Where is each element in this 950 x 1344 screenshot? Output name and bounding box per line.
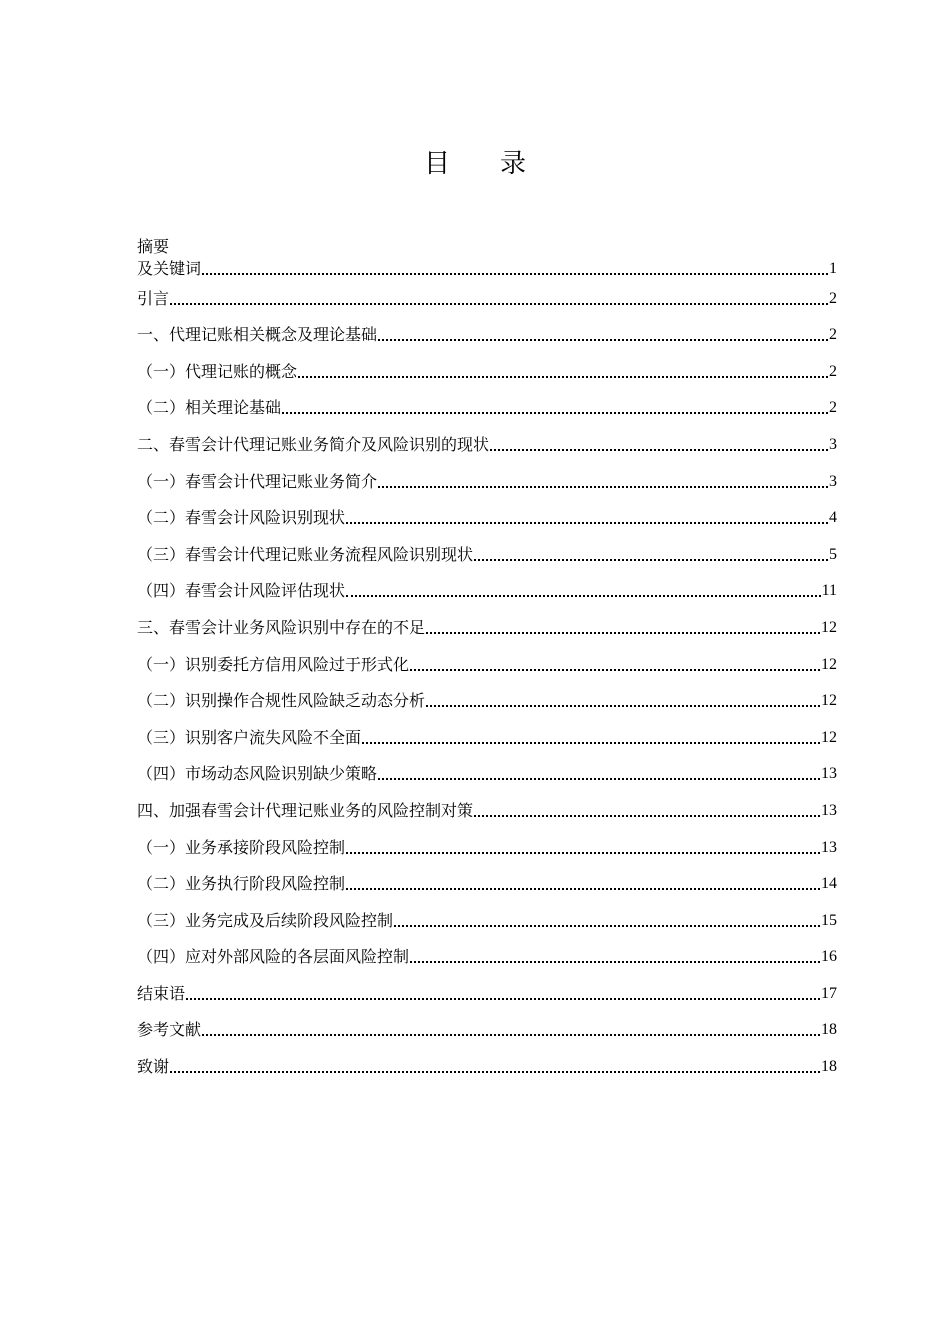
- toc-leader-dots: [410, 665, 820, 671]
- toc-leader-dots: [426, 701, 820, 707]
- toc-entry[interactable]: [137, 829, 837, 866]
- toc-entry-label: 致谢: [137, 1057, 170, 1077]
- toc-entry-page-number: 13: [821, 838, 837, 856]
- toc-entry[interactable]: [137, 866, 837, 903]
- toc-entry-page-number: 13: [821, 765, 837, 783]
- toc-entry-page-number: 2: [829, 399, 837, 417]
- toc-entry[interactable]: [137, 609, 837, 646]
- toc-entry[interactable]: [137, 500, 837, 537]
- toc-entry[interactable]: [137, 756, 837, 793]
- toc-leader-dots: [202, 269, 828, 275]
- toc-entry-page-number: 15: [821, 911, 837, 929]
- toc-entry-label: （一）识别委托方信用风险过于形式化: [137, 654, 410, 674]
- toc-leader-dots: [186, 994, 820, 1000]
- toc-entry[interactable]: [137, 426, 837, 463]
- toc-entry-label: 引言: [137, 288, 170, 308]
- toc-entry-page-number: 18: [821, 1021, 837, 1039]
- toc-entries: [137, 258, 837, 1085]
- toc-entry-label: （一）业务承接阶段风险控制: [137, 837, 346, 857]
- toc-entry[interactable]: [137, 975, 837, 1012]
- toc-entry[interactable]: [137, 939, 837, 976]
- toc-entry-label: 及关键词: [137, 259, 202, 278]
- toc-entry[interactable]: [137, 683, 837, 720]
- toc-entry-label: 三、春雪会计业务风险识别中存在的不足: [137, 617, 426, 637]
- toc-leader-dots: [282, 408, 828, 414]
- toc-entry[interactable]: [137, 902, 837, 939]
- toc-leader-dots: [410, 957, 820, 963]
- toc-entry[interactable]: [137, 390, 837, 427]
- toc-entry-page-number: 11: [821, 582, 837, 600]
- toc-entry-page-number: 5: [829, 545, 837, 563]
- toc-leader-dots: [426, 628, 820, 634]
- table-of-contents: [137, 236, 837, 1085]
- toc-entry[interactable]: [137, 280, 837, 317]
- toc-entry-page-number: 2: [829, 362, 837, 380]
- toc-entry-label: （四）市场动态风险识别缺少策略: [137, 764, 378, 784]
- toc-entry[interactable]: [137, 646, 837, 683]
- toc-leader-dots: [202, 1030, 820, 1036]
- toc-leader-dots: [346, 518, 828, 524]
- toc-leader-dots: [378, 482, 828, 488]
- toc-leader-dots: [362, 738, 820, 744]
- toc-entry[interactable]: [137, 1012, 837, 1049]
- toc-abstract-heading: 摘要: [137, 237, 170, 256]
- toc-entry-page-number: 4: [829, 509, 837, 527]
- toc-entry-page-number: 12: [821, 655, 837, 673]
- title-char-2: 录: [500, 149, 527, 179]
- toc-entry-label: （二）识别操作合规性风险缺乏动态分析: [137, 691, 426, 711]
- toc-entry-page-number: 18: [821, 1058, 837, 1076]
- toc-entry-label: （三）业务完成及后续阶段风险控制: [137, 910, 394, 930]
- toc-entry[interactable]: [137, 463, 837, 500]
- toc-leader-dots: [346, 884, 820, 890]
- toc-entry-label: 结束语: [137, 983, 186, 1003]
- toc-entry-page-number: 3: [829, 472, 837, 490]
- toc-leader-dots: [394, 921, 820, 927]
- toc-leader-dots: [298, 372, 828, 378]
- toc-leader-dots: [474, 811, 820, 817]
- toc-leader-dots: [378, 774, 820, 780]
- toc-leader-dots: [378, 335, 828, 341]
- toc-entry[interactable]: [137, 317, 837, 354]
- toc-entry-page-number: 1: [829, 260, 837, 277]
- toc-entry-label: 二、春雪会计代理记账业务简介及风险识别的现状: [137, 434, 490, 454]
- toc-entry-page-number: 17: [821, 984, 837, 1002]
- toc-entry-page-number: 16: [821, 948, 837, 966]
- toc-entry[interactable]: [137, 1048, 837, 1085]
- toc-entry-page-number: 12: [821, 728, 837, 746]
- toc-leader-dots: [474, 555, 828, 561]
- toc-entry[interactable]: [137, 719, 837, 756]
- page-title: [0, 146, 950, 182]
- toc-entry[interactable]: [137, 792, 837, 829]
- toc-leader-dots: [346, 848, 820, 854]
- toc-entry[interactable]: [137, 536, 837, 573]
- toc-leader-dots: [490, 445, 828, 451]
- toc-entry-page-number: 14: [821, 875, 837, 893]
- toc-leader-dots: [170, 1067, 820, 1073]
- toc-entry-label: （二）业务执行阶段风险控制: [137, 874, 346, 894]
- toc-entry[interactable]: [137, 258, 837, 280]
- toc-entry-page-number: 13: [821, 801, 837, 819]
- toc-entry-label: 参考文献: [137, 1020, 202, 1040]
- toc-entry[interactable]: [137, 573, 837, 610]
- toc-leader-dots: [346, 591, 821, 597]
- toc-entry-label: 四、加强春雪会计代理记账业务的风险控制对策: [137, 800, 474, 820]
- toc-entry-label: （一）代理记账的概念: [137, 361, 298, 381]
- toc-entry-page-number: 12: [821, 692, 837, 710]
- toc-entry-label: （二）相关理论基础: [137, 398, 282, 418]
- toc-entry-page-number: 2: [829, 289, 837, 307]
- toc-entry-label: 一、代理记账相关概念及理论基础: [137, 325, 378, 345]
- toc-leader-dots: [170, 299, 828, 305]
- toc-entry-label: （三）识别客户流失风险不全面: [137, 727, 362, 747]
- toc-entry-label: （一）春雪会计代理记账业务简介: [137, 471, 378, 491]
- title-char-1: 目: [423, 149, 450, 179]
- toc-entry-label: （二）春雪会计风险识别现状: [137, 508, 346, 528]
- toc-entry-page-number: 2: [829, 326, 837, 344]
- toc-entry-label: （四）应对外部风险的各层面风险控制: [137, 947, 410, 967]
- toc-entry-label: （三）春雪会计代理记账业务流程风险识别现状: [137, 544, 474, 564]
- toc-entry[interactable]: [137, 353, 837, 390]
- toc-entry-label: （四）春雪会计风险评估现状: [137, 581, 346, 601]
- toc-entry-page-number: 12: [821, 618, 837, 636]
- toc-entry-page-number: 3: [829, 435, 837, 453]
